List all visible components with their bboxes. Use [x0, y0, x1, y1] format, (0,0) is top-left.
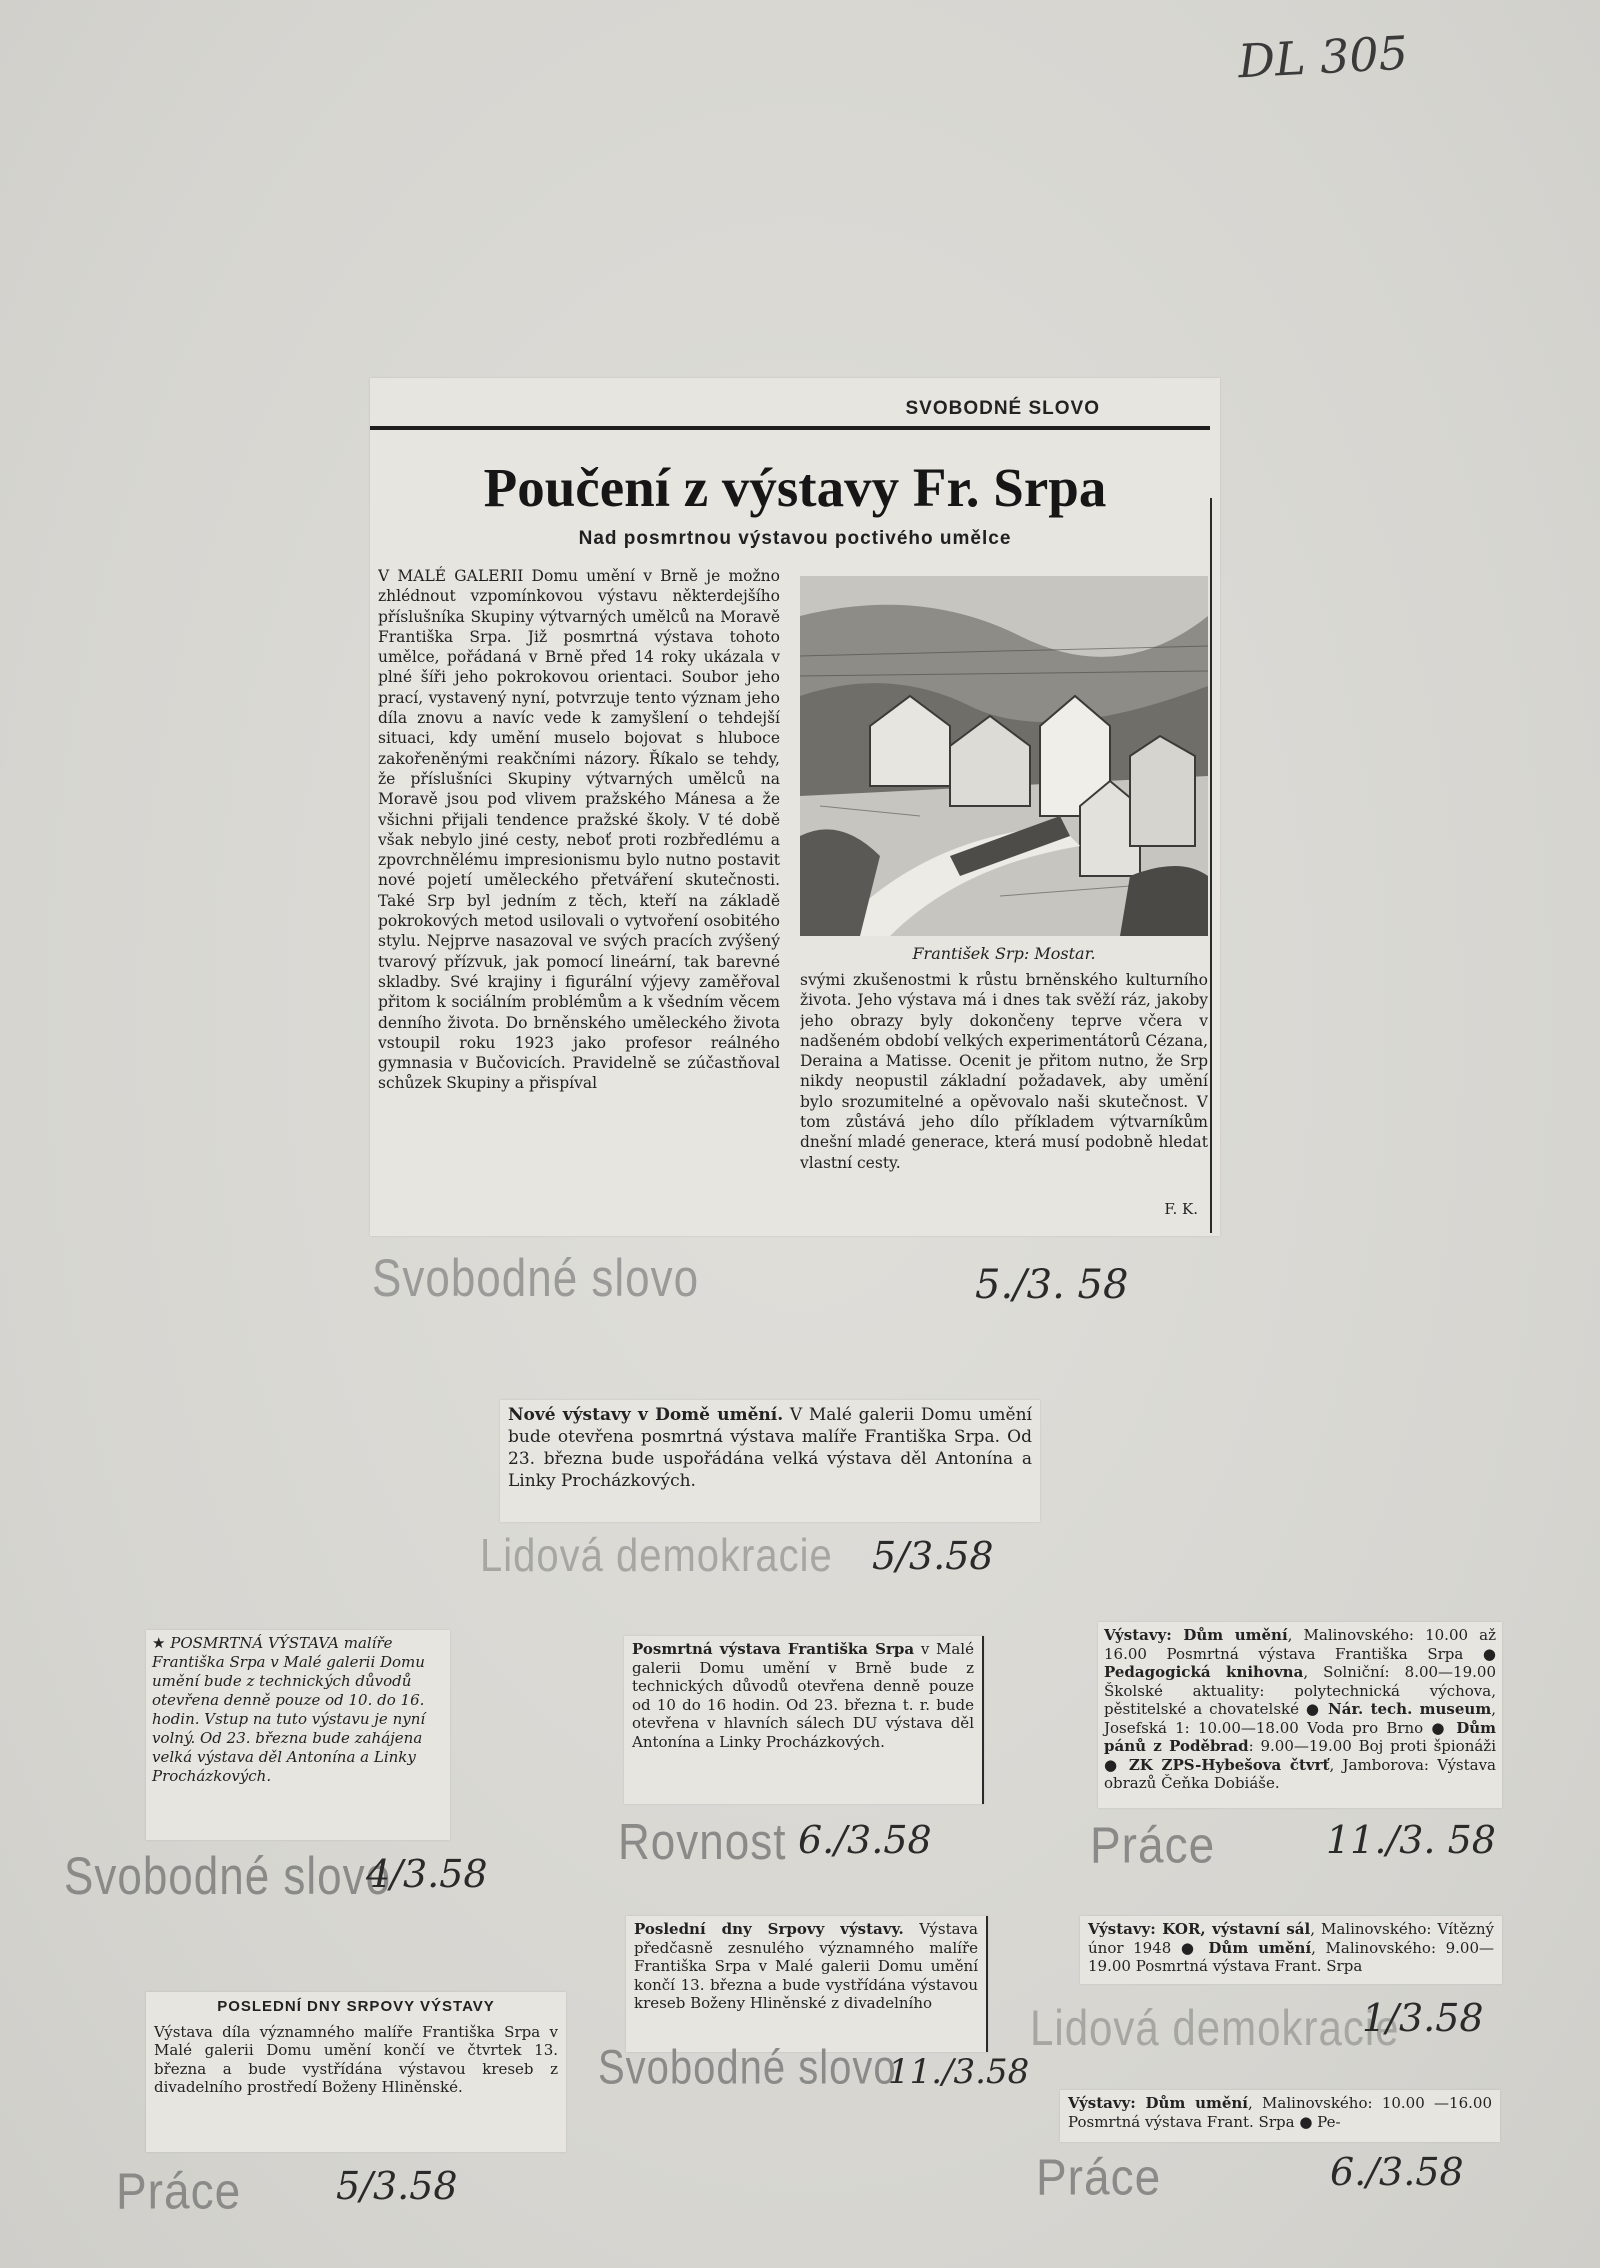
painting-caption: František Srp: Mostar. — [912, 944, 1096, 963]
painting-image — [800, 576, 1208, 936]
clip-posledni-dny-1-text: Výstava díla významného malíře Františka Srpa v Malé galerii Domu umění končí ve čtvrtek 13. března a bude vystřídána výstavou kreseb z divadelního prostředí Boženy Hliněnské. — [154, 2022, 558, 2096]
clip-posmrtna-italic-date: 4/3.58 — [366, 1852, 488, 1896]
clip-posmrtna-italic-stamp: Svobodné slovo — [64, 1847, 392, 1906]
clip-prace-11 — [1098, 1622, 1502, 1808]
clip-rovnost-lead: Posmrtná výstava Františka Srpa — [632, 1640, 915, 1658]
article-column-2-text: svými zkušenostmi k růstu brněnského kulturního života. Jeho výstava má i dnes tak svěží ráz, jakoby jeho obrazy byly dokončeny teprve včera v nadšeném období velkých experimentátorů Cézana, Deraina a Matisse. Ocenit je přitom nutno, že Srp nikdy neopustil základní požadavek, aby umění bylo srozumitelné a opěvovalo naši skutečnost. V tom zůstává jeho dílo příkladem výtvarníkům dnešní mladé generace, která musí podobně hledat vlastní cesty. — [800, 971, 1208, 1172]
clip-rovnost-text: v Malé galerii Domu umění v Brně bude z technických důvodů otevřena denně pouze od 10 do 16 hodin. Od 23. března t. r. bude otevřena v hlavních sálech DU výstava děl Antonína a Linky Procházkových. — [632, 1640, 974, 1751]
article-subtitle: Nad posmrtnou výstavou poctivého umělce — [578, 528, 1012, 549]
clip-posmrtna-italic-text: POSMRTNÁ VÝSTAVA malíře Františka Srpa v Malé galerii Domu umění bude z technických důvodů otevřena denně pouze od 10. do 16. hodin. Vstup na tuto výstavu je nyní volný. Od 23. března bude zahájena velká výstava děl Antonína a Linky Procházkových. — [152, 1634, 426, 1785]
main-date: 5./3. 58 — [975, 1262, 1129, 1308]
clip-kor-text: Výstavy: KOR, výstavní sál, Malinovského: Vítězný únor 1948 ● Dům umění, Malinovského: 9.00—19.00 Posmrtná výstava Frant. Srpa — [1088, 1920, 1494, 1975]
clip-nove-vystavy-text: V Malé galerii Domu umění bude otevřena posmrtná výstava malíře Františka Srpa. Od 23. března bude uspořádána velká výstava děl Antonína a Linky Procházkových. — [508, 1405, 1032, 1491]
clip-posledni-dny-2-lead: Poslední dny Srpovy výstavy. — [634, 1920, 904, 1938]
archive-mark: DL 305 — [1236, 25, 1410, 89]
clip-kor-stamp: Lidová demokracie — [1030, 1999, 1400, 2056]
clip-rovnost-date: 6./3.58 — [798, 1818, 932, 1862]
clip-prace-11-stamp: Práce — [1090, 1816, 1216, 1874]
star-icon: ★ — [152, 1634, 166, 1652]
clip-prace-6-stamp: Práce — [1036, 2148, 1162, 2206]
clip-prace-6-date: 6./3.58 — [1330, 2150, 1464, 2194]
article-signature: F. K. — [1164, 1200, 1198, 1218]
clip-posmrtna-italic — [146, 1630, 450, 1840]
article-column-2 — [800, 970, 1208, 1196]
clip-prace-11-date: 11./3. 58 — [1326, 1818, 1496, 1862]
clip-posledni-dny-2-text: Výstava předčasně zesnulého významného malíře Františka Srpa v Malé galerii Domu umění končí 13. března a bude vystřídána výstavou kreseb Boženy Hliněnské z divadelního — [634, 1920, 978, 2012]
clip-prace-11-text: Výstavy: Dům umění, Malinovského: 10.00 až 16.00 Posmrtná výstava Františka Srpa ● Pedagogická knihovna, Solniční: 8.00—19.00 Školské aktuality: polytechnická výchova, pěstitelské a chovatelské ● Nár. tech. museum, Josefská 1: 10.00—18.00 Voda pro Brno ● Dům pánů z Poděbrad: 9.00—19.00 Boj proti špionáži ● ZK ZPS-Hybešova čtvrť, Jamborova: Výstava obrazů Čeňka Dobiáše. — [1104, 1626, 1497, 1792]
clip-posledni-dny-1-stamp: Práce — [116, 2162, 242, 2220]
clip-kor-date: 1/3.58 — [1362, 1996, 1484, 2040]
article-title: Poučení z výstavy Fr. Srpa — [483, 457, 1107, 518]
column-rule — [1210, 498, 1212, 1233]
clip-prace-6-text: Výstavy: Dům umění, Malinovského: 10.00 —16.00 Posmrtná výstava Frant. Srpa ● Pe- — [1068, 2094, 1492, 2131]
masthead-rule — [370, 426, 1210, 430]
clip-nove-vystavy — [500, 1400, 1040, 1522]
clip-posledni-dny-1-date: 5/3.58 — [336, 2164, 458, 2208]
painting-mostar-illustration — [800, 576, 1208, 936]
masthead: SVOBODNÉ SLOVO — [905, 398, 1100, 419]
clip-posledni-dny-2-stamp: Svobodné slovo — [598, 2041, 897, 2095]
clip-nove-vystavy-stamp: Lidová demokracie — [480, 1530, 833, 1582]
article-column-1 — [378, 566, 780, 1216]
clip-kor — [1080, 1916, 1502, 1984]
main-article-clipping — [370, 378, 1220, 1236]
clip-posledni-dny-2-date: 11./3.58 — [888, 2052, 1030, 2092]
clip-nove-vystavy-date: 5/3.58 — [872, 1534, 994, 1578]
clip-posledni-dny-1 — [146, 1992, 566, 2152]
clip-prace-6 — [1060, 2090, 1500, 2142]
clip-nove-vystavy-lead: Nové výstavy v Domě umění. — [508, 1405, 784, 1425]
main-source-stamp: Svobodné slovo — [372, 1249, 700, 1308]
clip-posledni-dny-2 — [626, 1916, 988, 2052]
article-column-1-text: V MALÉ GALERII Domu umění v Brně je možno zhlédnout vzpomínkovou výstavu některdejšího příslušníka Skupiny výtvarných umělců na Moravě Františka Srpa. Již posmrtná výstava tohoto umělce, pořádaná v Brně před 14 roky ukázala v plné šíři jeho pokrokovou orientaci. Soubor jeho prací, vystavený nyní, potvrzuje tento význam jeho díla znovu a navíc vede k zamyšlení o tehdejší situaci, kdy umění muselo bojovat s hluboce zakořeněnými reakčními názory. Říkalo se tehdy, že příslušníci Skupiny výtvarných umělců na Moravě jsou pod vlivem pražského Mánesa a že všichni přijali tendence pražské školy. V té době však nebylo jiné cesty, neboť proti rozbředlému a zpovrchnělému impresionismu bylo nutno postavit nové pojetí uměleckého přetváření skutečnosti. Také Srp byl jedním z těch, kteří na základě pokrokových metod usilovali o vytvoření osobitého stylu. Nejprve nasazoval ve svých pracích zvýšený tvarový přízvuk, jak pomocí lineární, tak barevné skladby. Své krajiny i figurální výjevy zaměřoval přitom k sociálním problémům a k všedním věcem denního života. Do brněnského uměleckého života vstoupil roku 1923 jako profesor reálného gymnasia v Bučovicích. Pravidelně se zúčastňoval schůzek Skupiny a přispíval — [378, 567, 780, 1093]
clip-posledni-dny-1-title: POSLEDNÍ DNY SRPOVY VÝSTAVY — [217, 1998, 495, 2015]
clip-rovnost-stamp: Rovnost — [618, 1814, 787, 1871]
clip-rovnost — [624, 1636, 984, 1804]
